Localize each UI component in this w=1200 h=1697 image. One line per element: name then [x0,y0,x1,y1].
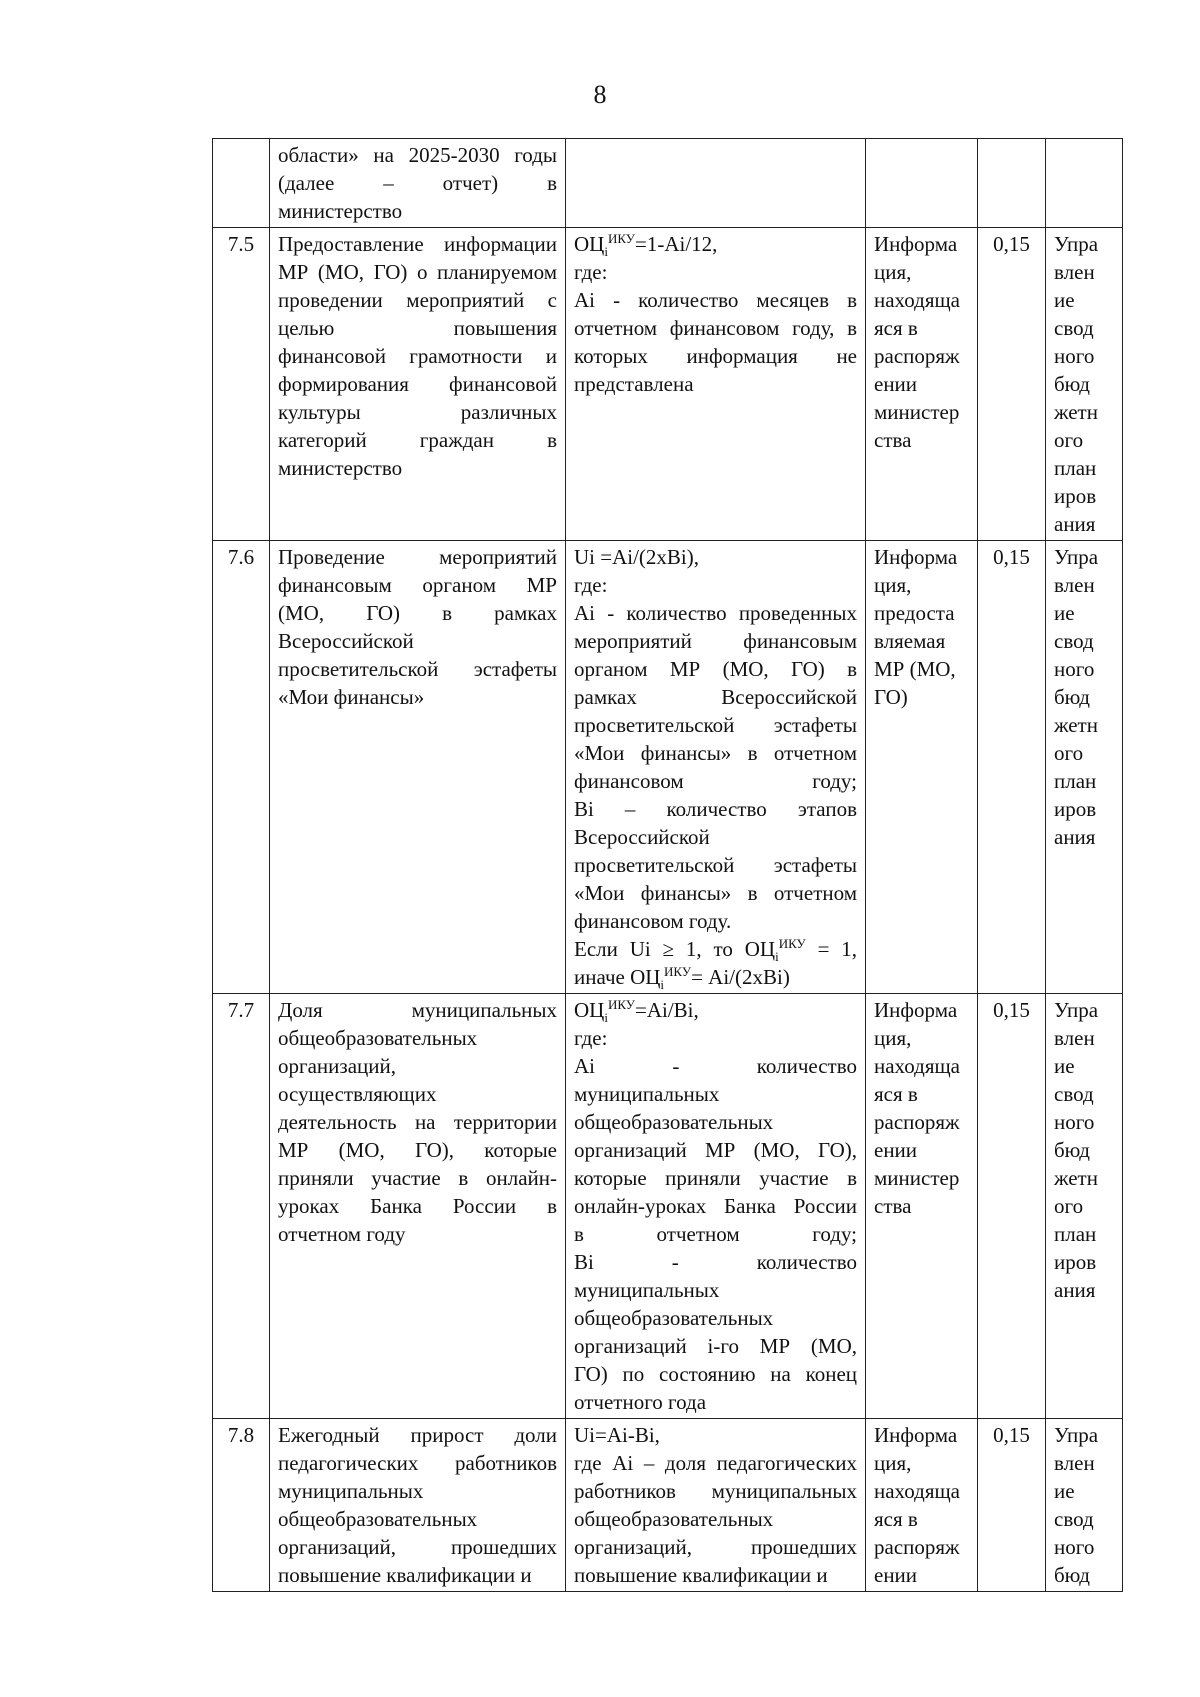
cell-responsible [1046,1419,1123,1592]
weight-value: 0,15 [993,998,1030,1022]
cell-weight [978,139,1046,228]
responsible-line: иров [1054,484,1097,508]
formula-line: в отчетном году; [574,1222,857,1246]
data-source-line: ция, [874,1451,912,1475]
data-source-line: ция, [874,1026,912,1050]
data-source-line: распоряж [874,1110,960,1134]
data-source-line: ении [874,1138,918,1162]
indicator-name-line: приняли участие в онлайн- [278,1166,557,1190]
indicator-name-line: муниципальных [278,1479,424,1503]
responsible-line: ания [1054,512,1096,536]
data-source-line: МР (МО, [874,657,956,681]
responsible-line: бюд [1054,1563,1090,1587]
responsible-line: бюд [1054,372,1090,396]
formula-line: которых информация не [574,344,857,368]
responsible-line: план [1054,456,1097,480]
data-source-line: находяща [874,288,960,312]
table-row [213,228,1123,541]
data-source-line: ства [874,1194,912,1218]
data-source-line: распоряж [874,344,960,368]
formula-line: организаций i-го МР (МО, [574,1334,857,1358]
indicator-name-line: финансовой грамотности и [278,344,557,368]
responsible-line: ие [1054,288,1075,312]
cell-responsible [1046,994,1123,1419]
formula-line: рамках Всероссийской [574,685,857,709]
cell-weight [978,541,1046,994]
responsible-line: ого [1054,428,1084,452]
formula-condition-text: Если Ui ≥ 1, то ОЦ [574,937,776,961]
responsible-line: ания [1054,825,1096,849]
formula-head [574,1421,857,1449]
responsible-line: план [1054,1222,1097,1246]
responsible-line: ие [1054,1479,1075,1503]
responsible-line: Упра [1054,232,1099,256]
formula-line: повышение квалификации и [574,1563,828,1587]
indicator-name-line: категорий граждан в [278,428,557,452]
formula-line: финансовом году. [574,909,732,933]
data-source-line: распоряж [874,1535,960,1559]
cell-data-source [866,139,978,228]
indicator-name-line: проведении мероприятий с [278,288,557,312]
cell-formula [566,228,866,541]
responsible-line: ие [1054,1054,1075,1078]
cell-responsible [1046,541,1123,994]
formula-line: онлайн-уроках Банка России [574,1194,857,1218]
formula-head-text: ОЦ [574,998,605,1022]
responsible-line: ного [1054,344,1095,368]
data-source-line: министер [874,1166,960,1190]
responsible-line: план [1054,769,1097,793]
weight-value: 0,15 [993,232,1030,256]
data-source-line: предоста [874,601,955,625]
indicator-name-line: министерство [278,199,403,223]
data-source-line: яся в [874,1507,918,1531]
cell-indicator-name [270,1419,566,1592]
responsible-line: влен [1054,1451,1095,1475]
data-source-line: Информа [874,1423,958,1447]
cell-data-source [866,1419,978,1592]
indicator-name-line: Доля муниципальных [278,998,557,1022]
row-number: 7.8 [227,1423,255,1447]
row-number: 7.7 [227,998,255,1022]
formula-line: работников муниципальных [574,1479,857,1503]
formula-superscript: ИКУ [607,997,635,1012]
data-source-line: министер [874,400,960,424]
formula-line: «Мои финансы» в отчетном [574,881,857,905]
formula-superscript: ИКУ [778,936,806,951]
formula-line: органом МР (МО, ГО) в [574,657,857,681]
responsible-line: ого [1054,741,1084,765]
row-number: 7.6 [227,545,255,569]
cell-indicator-name [270,139,566,228]
formula-line: общеобразовательных [574,1110,774,1134]
formula-line: представлена [574,372,694,396]
table-row [213,1419,1123,1592]
indicator-name-line: (далее – отчет) в [278,171,557,195]
cell-weight [978,994,1046,1419]
formula-line: Bi – количество этапов [574,797,857,821]
formula-else-text: иначе ОЦ [574,965,661,989]
responsible-line: ного [1054,657,1095,681]
responsible-line: Упра [1054,545,1099,569]
cell-number [213,1419,270,1592]
indicator-name-line: общеобразовательных [278,1507,478,1531]
cell-responsible [1046,139,1123,228]
weight-value: 0,15 [993,1423,1030,1447]
formula-line: отчетного года [574,1390,707,1414]
formula-line: организаций МР (МО, ГО), [574,1138,857,1162]
responsible-line: иров [1054,1250,1097,1274]
cell-number [213,541,270,994]
cell-formula [566,139,866,228]
formula-line: Ai - количество проведенных [574,601,857,625]
responsible-line: влен [1054,260,1095,284]
formula-line: где: [574,260,608,284]
formula-superscript: ИКУ [607,231,635,246]
formula-line: мероприятий финансовым [574,629,857,653]
indicator-name-line: общеобразовательных [278,1026,478,1050]
page-number: 8 [593,80,607,109]
formula-line: муниципальных [574,1082,720,1106]
indicator-name-line: организаций, [278,1054,396,1078]
indicator-name-line: педагогических работников [278,1451,557,1475]
formula-head-text: Ui=Ai-Bi, [574,1423,660,1447]
responsible-line: бюд [1054,1138,1090,1162]
table-row [213,994,1123,1419]
indicator-name-line: Предоставление информации [278,232,557,256]
weight-value: 0,15 [993,545,1030,569]
formula-line: где: [574,1026,608,1050]
data-source-line: находяща [874,1054,960,1078]
data-source-line: ция, [874,260,912,284]
data-source-line: вляемая [874,629,946,653]
cell-weight [978,228,1046,541]
formula-line: финансовом году; [574,769,857,793]
formula-subscript: i [660,977,665,993]
cell-formula [566,994,866,1419]
cell-data-source [866,541,978,994]
formula-line: просветительской эстафеты [574,713,857,737]
cell-data-source [866,994,978,1419]
indicator-name-line: Всероссийской [278,629,414,653]
indicator-name-line: отчетном году [278,1222,406,1246]
cell-formula [566,541,866,994]
data-source-line: ГО) [874,685,908,709]
formula-head [574,996,857,1024]
data-source-line: яся в [874,1082,918,1106]
data-source-line: ства [874,428,912,452]
cell-indicator-name [270,228,566,541]
cell-responsible [1046,228,1123,541]
indicator-name-line: организаций, прошедших [278,1535,557,1559]
table-row [213,541,1123,994]
formula-tail-text: =1-Ai/12, [634,232,718,256]
responsible-line: свод [1054,1507,1094,1531]
data-source-line: Информа [874,232,958,256]
responsible-line: влен [1054,1026,1095,1050]
formula-head-text: ОЦ [574,232,605,256]
indicator-name-line: просветительской эстафеты [278,657,557,681]
responsible-line: ие [1054,601,1075,625]
formula-line: которые приняли участие в [574,1166,857,1190]
cell-number [213,228,270,541]
indicator-name-line: деятельность на территории [278,1110,557,1134]
formula-head-text: Ui =Ai/(2xBi), [574,545,700,569]
formula-line: ГО) по состоянию на конец [574,1362,857,1386]
responsible-line: жетн [1054,400,1098,424]
formula-head [574,543,857,571]
cell-number [213,994,270,1419]
data-source-line: Информа [874,998,958,1022]
table-row [213,139,1123,228]
indicator-name-line: МР (МО, ГО) о планируемом [278,260,557,284]
cell-indicator-name [270,541,566,994]
formula-line: организаций, прошедших [574,1535,857,1559]
formula-tail-text: =Ai/Bi, [634,998,699,1022]
formula-line: отчетном финансовом году, в [574,316,857,340]
formula-subscript: i [604,244,608,260]
formula-line: муниципальных [574,1278,720,1302]
indicator-name-line: финансовым органом МР [278,573,557,597]
cell-number [213,139,270,228]
data-source-line: яся в [874,316,918,340]
indicator-name-line: «Мои финансы» [278,685,425,709]
formula-line: «Мои финансы» в отчетном [574,741,857,765]
data-source-line: Информа [874,545,958,569]
indicator-name-line: осуществляющих [278,1082,437,1106]
formula-line: Всероссийской [574,825,710,849]
row-number: 7.5 [227,232,255,256]
responsible-line: ания [1054,1278,1096,1302]
data-source-line: ении [874,372,918,396]
indicator-name-line: МР (МО, ГО), которые [278,1138,557,1162]
formula-line: где Ai – доля педагогических [574,1451,857,1475]
responsible-line: влен [1054,573,1095,597]
formula-condition-text: = 1, [805,937,858,961]
formula-line: Bi - количество [574,1250,857,1274]
indicator-name-line: области» на 2025-2030 годы [278,143,557,167]
formula-subscript: i [775,949,779,965]
indicator-name-line: (МО, ГО) в рамках [278,601,557,625]
indicator-name-line: уроках Банка России в [278,1194,557,1218]
formula-condition-line [574,935,857,963]
responsible-line: свод [1054,316,1094,340]
data-source-line: находяща [874,1479,960,1503]
responsible-line: жетн [1054,713,1098,737]
formula-line: где: [574,573,608,597]
indicator-name-line: министерство [278,456,403,480]
indicator-name-line: Проведение мероприятий [278,545,557,569]
responsible-line: свод [1054,1082,1094,1106]
responsible-line: Упра [1054,1423,1099,1447]
indicator-name-line: Ежегодный прирост доли [278,1423,557,1447]
responsible-line: ого [1054,1194,1084,1218]
responsible-line: ного [1054,1535,1095,1559]
indicator-name-line: повышение квалификации и [278,1563,532,1587]
responsible-line: свод [1054,629,1094,653]
data-source-line: ении [874,1563,918,1587]
formula-line: Ai - количество [574,1054,857,1078]
formula-else-line [574,963,857,991]
formula-line: общеобразовательных [574,1306,774,1330]
formula-superscript: ИКУ [664,964,692,979]
responsible-line: Упра [1054,998,1099,1022]
cell-data-source [866,228,978,541]
criteria-table [212,138,1123,1592]
cell-indicator-name [270,994,566,1419]
responsible-line: жетн [1054,1166,1098,1190]
formula-subscript: i [604,1010,608,1026]
indicator-name-line: культуры различных [278,400,557,424]
formula-line: общеобразовательных [574,1507,774,1531]
cell-weight [978,1419,1046,1592]
indicator-name-line: целью повышения [278,316,557,340]
formula-else-text: = Ai/(2xBi) [691,965,790,989]
responsible-line: иров [1054,797,1097,821]
responsible-line: ного [1054,1110,1095,1134]
responsible-line: бюд [1054,685,1090,709]
formula-head [574,230,857,258]
formula-line: Ai - количество месяцев в [574,288,857,312]
indicator-name-line: формирования финансовой [278,372,557,396]
formula-line: просветительской эстафеты [574,853,857,877]
cell-formula [566,1419,866,1592]
data-source-line: ция, [874,573,912,597]
